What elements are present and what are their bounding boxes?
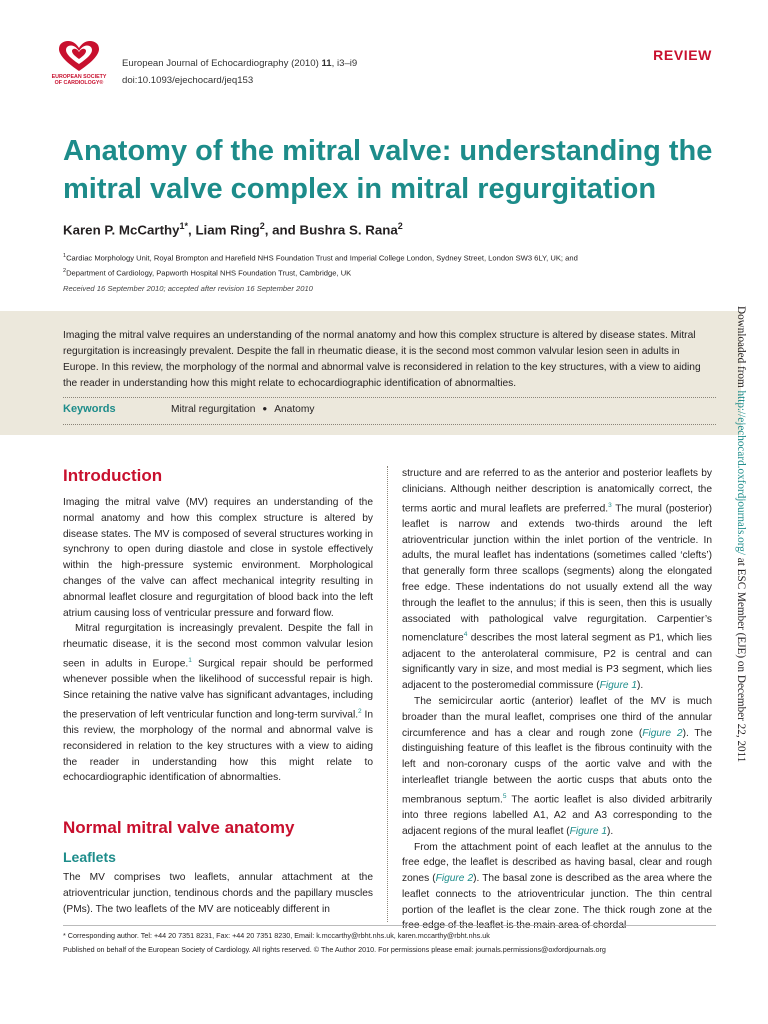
author-list bbox=[63, 221, 403, 237]
text-run: structure and are referred to as the anterior and posterior leaflets by clinicians. Although neither description is anatomically correct, the terms aortic and mural leaflets are preferred. bbox=[402, 468, 712, 514]
bullet-icon: ● bbox=[262, 404, 268, 413]
divider bbox=[63, 397, 716, 398]
corresponding-author: * Corresponding author. Tel: +44 20 7351 8231, Fax: +44 20 7351 8230, Email: k.mccarthy@rbht.nhs.uk, karen.mccarthy@rbht.nhs.uk bbox=[63, 931, 490, 940]
citation-link[interactable]: 4 bbox=[463, 631, 468, 639]
paragraph bbox=[402, 840, 712, 935]
author-sep: , bbox=[188, 222, 196, 238]
journal-citation bbox=[122, 55, 357, 72]
figure-link[interactable]: Figure 2 bbox=[642, 727, 683, 739]
divider bbox=[63, 424, 716, 425]
text-run: In this review, the morphology of the normal and abnormal valve is reconsidered in relation to the key structures with a view to aiding the reader in understanding how this might relate to echocardiographic identification of abnormalties. bbox=[63, 709, 374, 784]
figure-link[interactable]: Figure 2 bbox=[435, 873, 474, 885]
heart-logo-icon bbox=[50, 40, 108, 74]
download-sidebar bbox=[735, 306, 753, 763]
intro-text bbox=[63, 495, 373, 786]
paragraph bbox=[402, 466, 712, 694]
keyword: Anatomy bbox=[274, 404, 315, 415]
keywords-list bbox=[171, 404, 314, 415]
text-run: ). bbox=[607, 825, 614, 837]
section-heading: Introduction bbox=[63, 466, 163, 485]
text-run: The mural (posterior) leaflet is narrow and extends two-thirds around the left atrioventricular junction within the inlet portion of the ventricle. In adults, the mural leaflet has indentations (sometimes called ‘clefts’) that generally form three scallops (segments) along the elongated free edge. These indentations do not usually extend all the way through the leaflet to the annulus; if this is seen, then this is usually associated with pathological valve regurgitation. Carpentier’s nomenclature bbox=[402, 502, 712, 644]
section-label: REVIEW bbox=[653, 47, 712, 63]
citation-link[interactable]: 1 bbox=[188, 656, 192, 664]
affiliation bbox=[63, 265, 703, 280]
download-label: Downloaded from bbox=[735, 306, 747, 391]
affiliation-text: Department of Cardiology, Papworth Hospital NHS Foundation Trust, Cambridge, UK bbox=[66, 268, 352, 278]
affiliation-sup: 1 bbox=[63, 253, 67, 259]
text-run: ). The basal zone is described as the area where the leaflet connects to the atrioventricular junction. The thin central portion of the leaflet is the clear zone. The thick rough zone at the free edge of the leaflet is the main area of chordal bbox=[402, 873, 713, 932]
journal-info bbox=[122, 55, 357, 89]
text-run: ). The distinguishing feature of this leaflet is the fibrous continuity with the left and non-coronary cusps of the aortic valve and with the interleaflet triangle between the aortic cusps that abuts onto the membranous septum. bbox=[402, 727, 712, 806]
text-run: Surgical repair should be performed whenever possible when the likelihood of successful repair is high. Since retaining the native valve has significant advantages, including the preservation of left ventricular function and long-term survival. bbox=[63, 658, 373, 721]
text-run: Mitral regurgitation is increasingly prevalent. Despite the fall in rheumatic disease, it is the second most common valvular lesion seen in adults in Europe. bbox=[63, 623, 373, 670]
author-name: Bushra S. Rana bbox=[299, 222, 398, 238]
keywords-label: Keywords bbox=[63, 403, 116, 415]
paragraph bbox=[402, 694, 712, 840]
leaflets-text bbox=[63, 870, 373, 917]
affiliations bbox=[63, 250, 703, 279]
journal-volume: 11 bbox=[321, 58, 332, 69]
article-title: Anatomy of the mitral valve: understanding the mitral valve complex in mitral regurgitation bbox=[63, 135, 713, 205]
received-dates: Received 16 September 2010; accepted after revision 16 September 2010 bbox=[63, 284, 313, 293]
doi: doi:10.1093/ejechocard/jeq153 bbox=[122, 75, 254, 86]
paragraph: The MV comprises two leaflets, annular attachment at the atrioventricular junction, tendinous chords and the papillary muscles (PMs). The two leaflets of the MV are noticeably different in bbox=[63, 872, 373, 915]
text-run: From the attachment point of each leaflet at the annulus to the free edge, the leaflet is described as having basal, clear and rough zones ( bbox=[402, 841, 712, 885]
subsection-heading: Leaflets bbox=[63, 849, 116, 865]
citation-link[interactable]: 5 bbox=[502, 792, 507, 800]
author-sep: , and bbox=[264, 222, 300, 238]
author-sup: 2 bbox=[259, 221, 265, 231]
keyword: Mitral regurgitation bbox=[171, 404, 256, 415]
text-run: describes the most lateral segment as P1, which lies adjacent to the anterolateral commisure, P2 is central and can significantly vary in size, and most medial is P3 segment, which lies adjacent to the posteromedial commissure ( bbox=[402, 632, 712, 692]
affiliation bbox=[63, 250, 703, 265]
text-run: The aortic leaflet is also divided arbitrarily into three regions labelled A1, A2 and A3 corresponding to the adjacent regions of the mural leaflet ( bbox=[402, 794, 713, 837]
column-2-text bbox=[402, 466, 712, 934]
esc-logo bbox=[50, 40, 108, 102]
affiliation-sup: 2 bbox=[63, 267, 67, 274]
footer-divider bbox=[63, 925, 716, 926]
journal-pages: , i3–i9 bbox=[331, 58, 358, 69]
paragraph: Imaging the mitral valve (MV) requires an understanding of the normal anatomy and how this complex structure is altered by disease states. The MV is composed of several structures working in synchrony to open during diastole and close in systole effectively within the high-pressure systemic environment. Morphological changes of the valve can affect mechanical integrity resulting in abnormal leaflet closure and regurgitation of blood back into the left atrium causing loss of ventricular pressure and forward flow. bbox=[63, 497, 373, 619]
download-link[interactable]: http://ejechocard.oxfordjournals.org/ bbox=[735, 390, 747, 555]
download-info: at ESC Member (EJE) on December 22, 2011 bbox=[735, 554, 747, 763]
figure-link[interactable]: Figure 1 bbox=[569, 825, 607, 837]
citation-link[interactable]: 3 bbox=[608, 501, 612, 509]
paragraph bbox=[63, 621, 373, 786]
author-name: Liam Ring bbox=[195, 222, 260, 238]
journal-name: European Journal of Echocardiography (2010) bbox=[122, 58, 319, 69]
column-divider bbox=[387, 466, 388, 922]
abstract-text: Imaging the mitral valve requires an understanding of the normal anatomy and how this complex structure is altered by disease states. Mitral regurgitation is increasingly prevalent. Despite the fall in rheumatic diease, it is the second most common valvular lesion seen in adults in Europe. In this review, the morphology of the normal and abnormal valve is reconsidered in relation to the key structures, with a view to aiding the reader in understanding how this might relate to echocardiographic identification of abnormalties. bbox=[63, 330, 701, 389]
figure-link[interactable]: Figure 1 bbox=[599, 680, 637, 692]
publisher-note: Published on behalf of the European Society of Cardiology. All rights reserved. © The Author 2010. For permissions please email: journals.permissions@oxfordjournals.org bbox=[63, 945, 606, 954]
section-heading: Normal mitral valve anatomy bbox=[63, 818, 295, 837]
footnotes bbox=[63, 929, 723, 957]
download-notice bbox=[735, 306, 747, 762]
logo-text: EUROPEAN SOCIETY OF CARDIOLOGY® bbox=[51, 74, 107, 86]
citation-link[interactable]: 2 bbox=[358, 707, 362, 715]
text-run: The semicircular aortic (anterior) leaflet of the MV is much broader than the mural leaflet, comprises one third of the annular circumference and has a clear and rough zone ( bbox=[402, 695, 712, 739]
text-run: ). bbox=[637, 680, 644, 692]
author-sup: 2 bbox=[397, 221, 403, 231]
author-sup: 1* bbox=[179, 221, 189, 231]
author-name: Karen P. McCarthy bbox=[63, 222, 180, 238]
affiliation-text: Cardiac Morphology Unit, Royal Brompton and Harefield NHS Foundation Trust and Imperial College London, Sydney Street, London SW3 6LY, UK; and bbox=[66, 253, 578, 263]
